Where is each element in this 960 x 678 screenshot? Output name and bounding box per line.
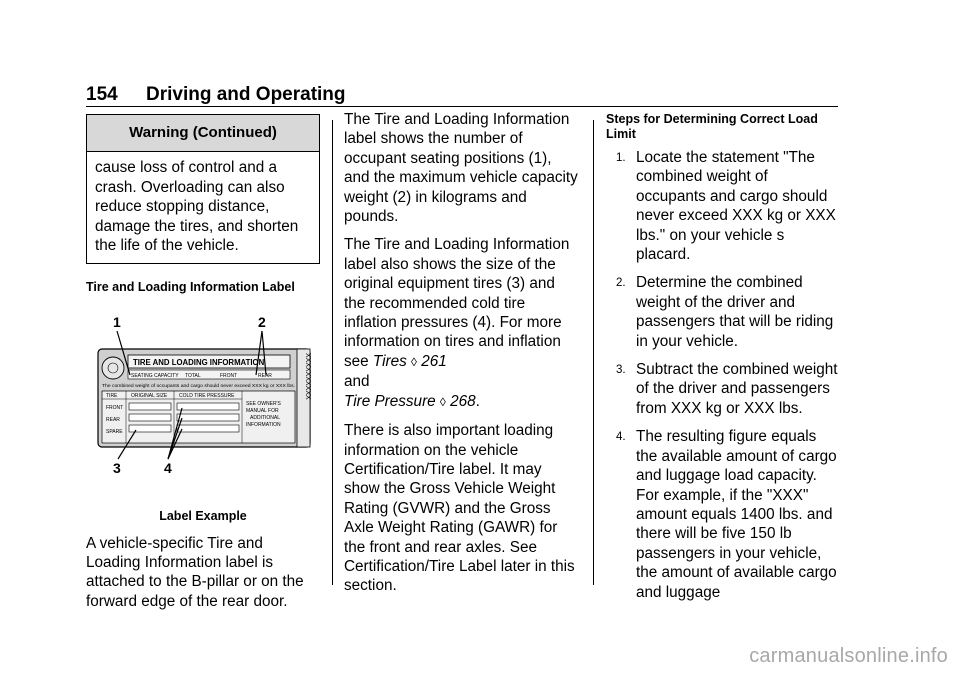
col2-paragraph-2 xyxy=(344,235,578,412)
step-number: 4. xyxy=(616,431,626,444)
page-number: 154 xyxy=(86,84,118,105)
see-manual-line-4: INFORMATION xyxy=(246,421,281,428)
steps-list xyxy=(606,148,840,602)
tire-col-header: TIRE xyxy=(106,392,118,399)
and-text: and xyxy=(344,373,370,391)
step-text: Subtract the combined weight of the driver and passengers from XXX kg or XXX lbs. xyxy=(636,361,838,417)
warning-title: Warning (Continued) xyxy=(87,115,319,152)
steps-heading: Steps for Determining Correct Load Limit xyxy=(606,112,818,141)
tire-pressure-link[interactable]: Tire Pressure xyxy=(344,392,436,410)
section-title: Driving and Operating xyxy=(146,84,346,105)
step-text: The resulting figure equals the available amount of cargo and luggage load capacity. For example, if the "XXX" amount equals 1400 lbs. and there will be five 150 lb passengers in your vehicle, the amount of available cargo and luggage xyxy=(636,428,837,601)
row-front: FRONT xyxy=(106,404,124,411)
row-spare: SPARE xyxy=(106,428,123,435)
emblem-icon xyxy=(102,357,124,379)
callout-4: 4 xyxy=(164,459,172,476)
column-3 xyxy=(606,112,840,611)
step-text: Locate the statement "The combined weight of occupants and cargo should never exceed XXX kg or XXX lbs." on your vehicle s placard. xyxy=(636,149,836,264)
step-number: 1. xyxy=(616,152,626,164)
page-header xyxy=(86,84,838,106)
column-1 xyxy=(86,112,320,611)
column-divider-1 xyxy=(332,120,333,585)
tire-pressure-page[interactable]: 268 xyxy=(450,392,476,410)
rear-label: REAR xyxy=(258,372,272,379)
see-manual-line-2: MANUAL FOR xyxy=(246,407,279,414)
step-item xyxy=(606,360,840,418)
step-number: 2. xyxy=(616,277,626,290)
total-label: TOTAL xyxy=(185,372,201,379)
combined-weight-text: The combined weight of occupants and cargo should never exceed XXX kg or XXX lbs. xyxy=(102,382,295,388)
label-figure xyxy=(86,313,320,501)
xref-icon: ◊ xyxy=(411,354,417,369)
header-rule xyxy=(86,106,838,107)
warning-body: cause loss of control and a crash. Overloading can also reduce stopping distance, damage the tires, and shorten the life of the vehicle. xyxy=(95,159,299,254)
see-manual-line-1: SEE OWNER'S xyxy=(246,400,281,407)
column-divider-2 xyxy=(593,120,594,585)
col2-paragraph-1: The Tire and Loading Information label shows the number of occupant seating positions (1), and the maximum vehicle capacity weight (2) in kilograms and pounds. xyxy=(344,111,578,226)
seating-capacity-label: SEATING CAPACITY xyxy=(131,372,179,379)
step-item xyxy=(606,273,840,351)
label-title: TIRE AND LOADING INFORMATION xyxy=(133,357,265,367)
xref-icon-2: ◊ xyxy=(439,394,446,409)
label-subheading: Tire and Loading Information Label xyxy=(86,279,295,294)
side-code: XXXXXXXXXX xyxy=(304,352,311,400)
step-number: 3. xyxy=(616,364,626,377)
col2-paragraph-2-text: The Tire and Loading Information label also shows the size of the original equipment tires (3) and the recommended cold tire inflation pressures (4). For more information on tires and inflation see xyxy=(344,236,570,370)
period: . xyxy=(475,392,480,410)
column-2 xyxy=(344,110,578,596)
tires-link[interactable]: Tires xyxy=(372,352,407,370)
step-item xyxy=(606,148,840,264)
col2-paragraph-3: There is also important loading information on the vehicle Certification/Tire label. It may show the Gross Vehicle Weight Rating (GVWR) and the Gross Axle Weight Rating (GAWR) for the front and rear axles. See Certification/Tire Label later in this section. xyxy=(344,422,575,595)
tire-label-illustration xyxy=(86,313,320,501)
figure-caption: Label Example xyxy=(159,508,247,523)
front-label: FRONT xyxy=(220,372,238,379)
row-rear: REAR xyxy=(106,416,120,423)
cold-pressure-header: COLD TIRE PRESSURE xyxy=(179,392,235,399)
warning-box xyxy=(86,114,320,264)
step-item xyxy=(606,427,840,602)
watermark: carmanualsonline.info xyxy=(749,645,948,667)
step-text: Determine the combined weight of the driver and passengers that will be riding in your vehicle. xyxy=(636,274,834,350)
callout-1: 1 xyxy=(113,313,121,330)
original-size-header: ORIGINAL SIZE xyxy=(131,392,168,399)
callout-3: 3 xyxy=(113,459,121,476)
callout-2: 2 xyxy=(258,313,266,330)
tires-page[interactable]: 261 xyxy=(421,352,447,370)
col1-paragraph: A vehicle-specific Tire and Loading Information label is attached to the B-pillar or on the forward edge of the rear door. xyxy=(86,534,304,610)
see-manual-line-3: ADDITIONAL xyxy=(250,414,281,421)
